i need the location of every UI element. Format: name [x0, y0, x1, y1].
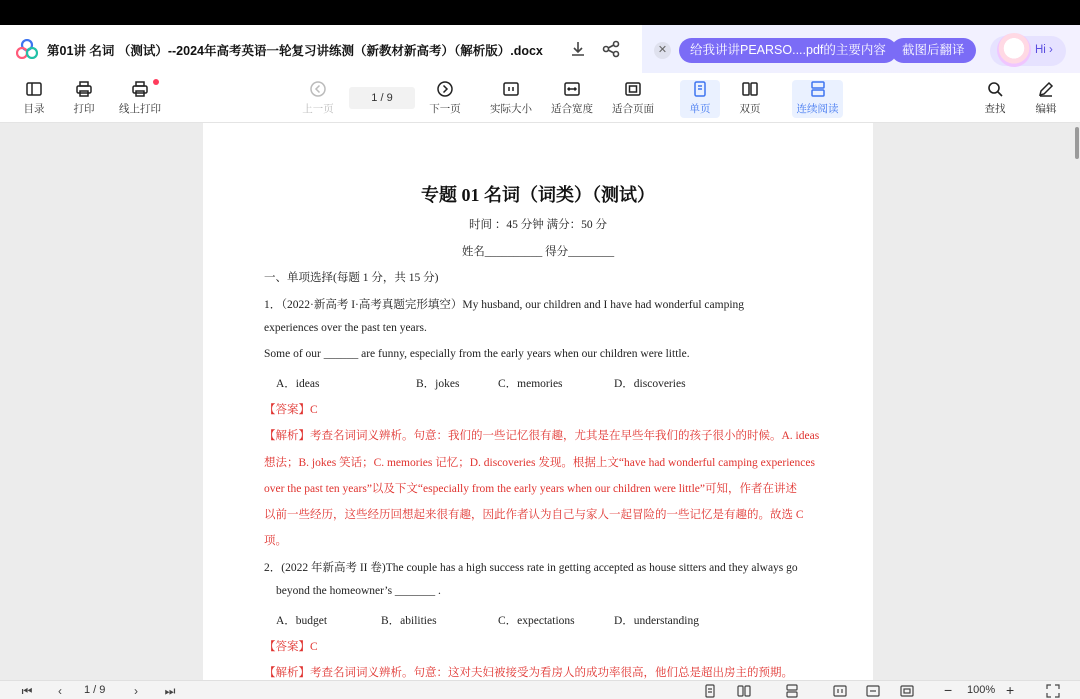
q1-answer: 【答案】C — [264, 404, 318, 416]
q1-explanation-1: 【解析】考查名词词义辨析。句意：我们的一些记忆很有趣，尤其是在早些年我们的孩子很小的时候。A. ideas — [264, 430, 820, 442]
q2-option-b: B．abilities — [381, 615, 437, 627]
single-page-button[interactable] — [680, 80, 720, 118]
first-page-icon[interactable]: ⏮ — [21, 684, 33, 698]
fit-page-button[interactable] — [603, 80, 663, 118]
question-2-line-2: beyond the homeowner’s _______ . — [276, 585, 441, 597]
search-icon — [986, 80, 1004, 98]
edit-button[interactable] — [1026, 80, 1066, 118]
q2-explanation-1: 【解析】考查名词词义辨析。句意：这对夫妇被接受为看房人的成功率很高，他们总是超出房主的预期。 — [264, 667, 793, 679]
online-print-button[interactable] — [110, 80, 170, 118]
single-page-view-icon[interactable] — [703, 684, 717, 698]
actual-size-button[interactable] — [481, 80, 541, 118]
section-heading: 一、单项选择(每题 1 分，共 15 分) — [264, 272, 439, 284]
scrollbar-track[interactable] — [1073, 123, 1080, 680]
q1-option-a: A．ideas — [276, 378, 320, 390]
next-page-button[interactable] — [415, 80, 475, 118]
q1-explanation-3: over the past ten years”以及下文“especially from the early years when our children were little”可知，作者在讲述 — [264, 483, 797, 495]
double-page-label: 双页 — [739, 103, 761, 115]
double-page-icon — [741, 80, 759, 98]
fit-page-view-icon[interactable] — [900, 684, 914, 698]
zoom-in-button[interactable]: + — [1006, 682, 1015, 698]
q1-explanation-5: 项。 — [264, 535, 287, 547]
scrollbar-thumb[interactable] — [1075, 127, 1079, 159]
q2-option-a: A．budget — [276, 615, 328, 627]
app-logo-icon — [16, 39, 38, 59]
q2-option-d: D．understanding — [614, 615, 699, 627]
prev-page-button[interactable] — [288, 80, 348, 118]
fit-page-icon — [624, 80, 642, 98]
name-score-line: 姓名__________ 得分________ — [461, 246, 615, 258]
fit-page-label: 适合页面 — [612, 103, 654, 115]
continuous-view-icon[interactable] — [785, 684, 799, 698]
find-button[interactable] — [975, 80, 1015, 118]
double-page-view-icon[interactable] — [737, 684, 751, 698]
q1-explanation-2: 想法；B. jokes 笑话；C. memories 记忆；D. discoveries 发现。根据上文“have had wonderful camping experiences — [264, 457, 815, 469]
fit-width-button[interactable] — [542, 80, 602, 118]
question-1-line-2: experiences over the past ten years. — [264, 322, 427, 334]
last-page-icon[interactable]: ⏭ — [164, 684, 176, 698]
actual-size-label: 实际大小 — [490, 103, 532, 115]
outline-icon — [25, 80, 43, 98]
next-page-label: 下一页 — [429, 103, 461, 115]
assistant-avatar[interactable] — [997, 33, 1031, 67]
chevron-left-circle-icon — [309, 80, 327, 98]
find-label: 查找 — [984, 103, 1006, 115]
notification-dot — [153, 79, 159, 85]
status-bar — [0, 680, 1080, 699]
actual-size-view-icon[interactable] — [833, 684, 847, 698]
continuous-reading-button[interactable] — [792, 80, 843, 118]
print-button[interactable] — [54, 80, 114, 118]
online-printer-icon — [131, 80, 149, 98]
fullscreen-icon[interactable] — [1046, 684, 1060, 698]
single-page-label: 单页 — [689, 103, 711, 115]
chevron-left-icon[interactable]: ‹ — [58, 684, 62, 698]
outline-label: 目录 — [23, 103, 45, 115]
q2-option-c: C．expectations — [498, 615, 575, 627]
page-number-input[interactable]: 1 / 9 — [349, 87, 415, 109]
q2-answer: 【答案】C — [264, 641, 318, 653]
download-icon[interactable] — [568, 39, 588, 59]
share-icon[interactable] — [601, 39, 621, 59]
zoom-out-button[interactable]: − — [944, 682, 953, 698]
screenshot-translate-chip[interactable]: 截图后翻译 — [891, 38, 976, 63]
fit-width-label: 适合宽度 — [551, 103, 593, 115]
pen-icon — [1037, 80, 1055, 98]
prev-page-label: 上一页 — [302, 103, 334, 115]
assistant-hi-label[interactable]: Hi › — [1035, 44, 1053, 56]
single-page-icon — [691, 80, 709, 98]
question-2-line-1: 2．(2022 年新高考 II 卷)The couple has a high success rate in getting accepted as house sitters and they always go — [264, 562, 798, 574]
fit-width-icon — [563, 80, 581, 98]
print-label: 打印 — [73, 103, 95, 115]
continuous-scroll-icon — [809, 80, 827, 98]
ai-summary-chip[interactable]: 给我讲讲PEARSO....pdf的主要内容 — [679, 38, 897, 63]
chevron-right-icon[interactable]: › — [134, 684, 138, 698]
question-1-line-1: 1．（2022·新高考 I·高考真题完形填空）My husband, our children and I have had wonderful camping — [264, 299, 745, 311]
toolbar — [0, 73, 1080, 123]
system-top-bar — [0, 0, 1080, 25]
q1-option-c: C．memories — [498, 378, 563, 390]
document-title: 第01讲 名词 （测试）--2024年高考英语一轮复习讲练测（新教材新高考）（解析版）.docx — [47, 44, 543, 58]
edit-label: 编辑 — [1035, 103, 1057, 115]
printer-icon — [75, 80, 93, 98]
q1-option-d: D．discoveries — [614, 378, 686, 390]
question-1-line-3: Some of our ______ are funny, especially from the early years when our children were little. — [264, 348, 690, 360]
q1-explanation-4: 以前一些经历，这些经历回想起来很有趣，因此作者认为自己与家人一起冒险的一些记忆是有趣的。故选 C — [264, 509, 804, 521]
document-heading: 专题 01 名词（词类）（测试） — [421, 185, 655, 205]
continuous-reading-label: 连续阅读 — [796, 103, 839, 115]
actual-size-icon — [502, 80, 520, 98]
title-bar — [0, 25, 1080, 73]
online-print-label: 线上打印 — [119, 103, 161, 115]
fit-width-view-icon[interactable] — [866, 684, 880, 698]
double-page-button[interactable] — [730, 80, 770, 118]
close-icon[interactable]: ✕ — [654, 42, 671, 59]
chevron-right-circle-icon — [436, 80, 454, 98]
document-page — [203, 123, 873, 680]
status-page-indicator[interactable]: 1 / 9 — [84, 684, 106, 696]
q1-option-b: B．jokes — [416, 378, 460, 390]
zoom-level[interactable]: 100% — [967, 684, 996, 696]
time-score-line: 时间 ：45 分钟 满分：50 分 — [469, 219, 607, 231]
